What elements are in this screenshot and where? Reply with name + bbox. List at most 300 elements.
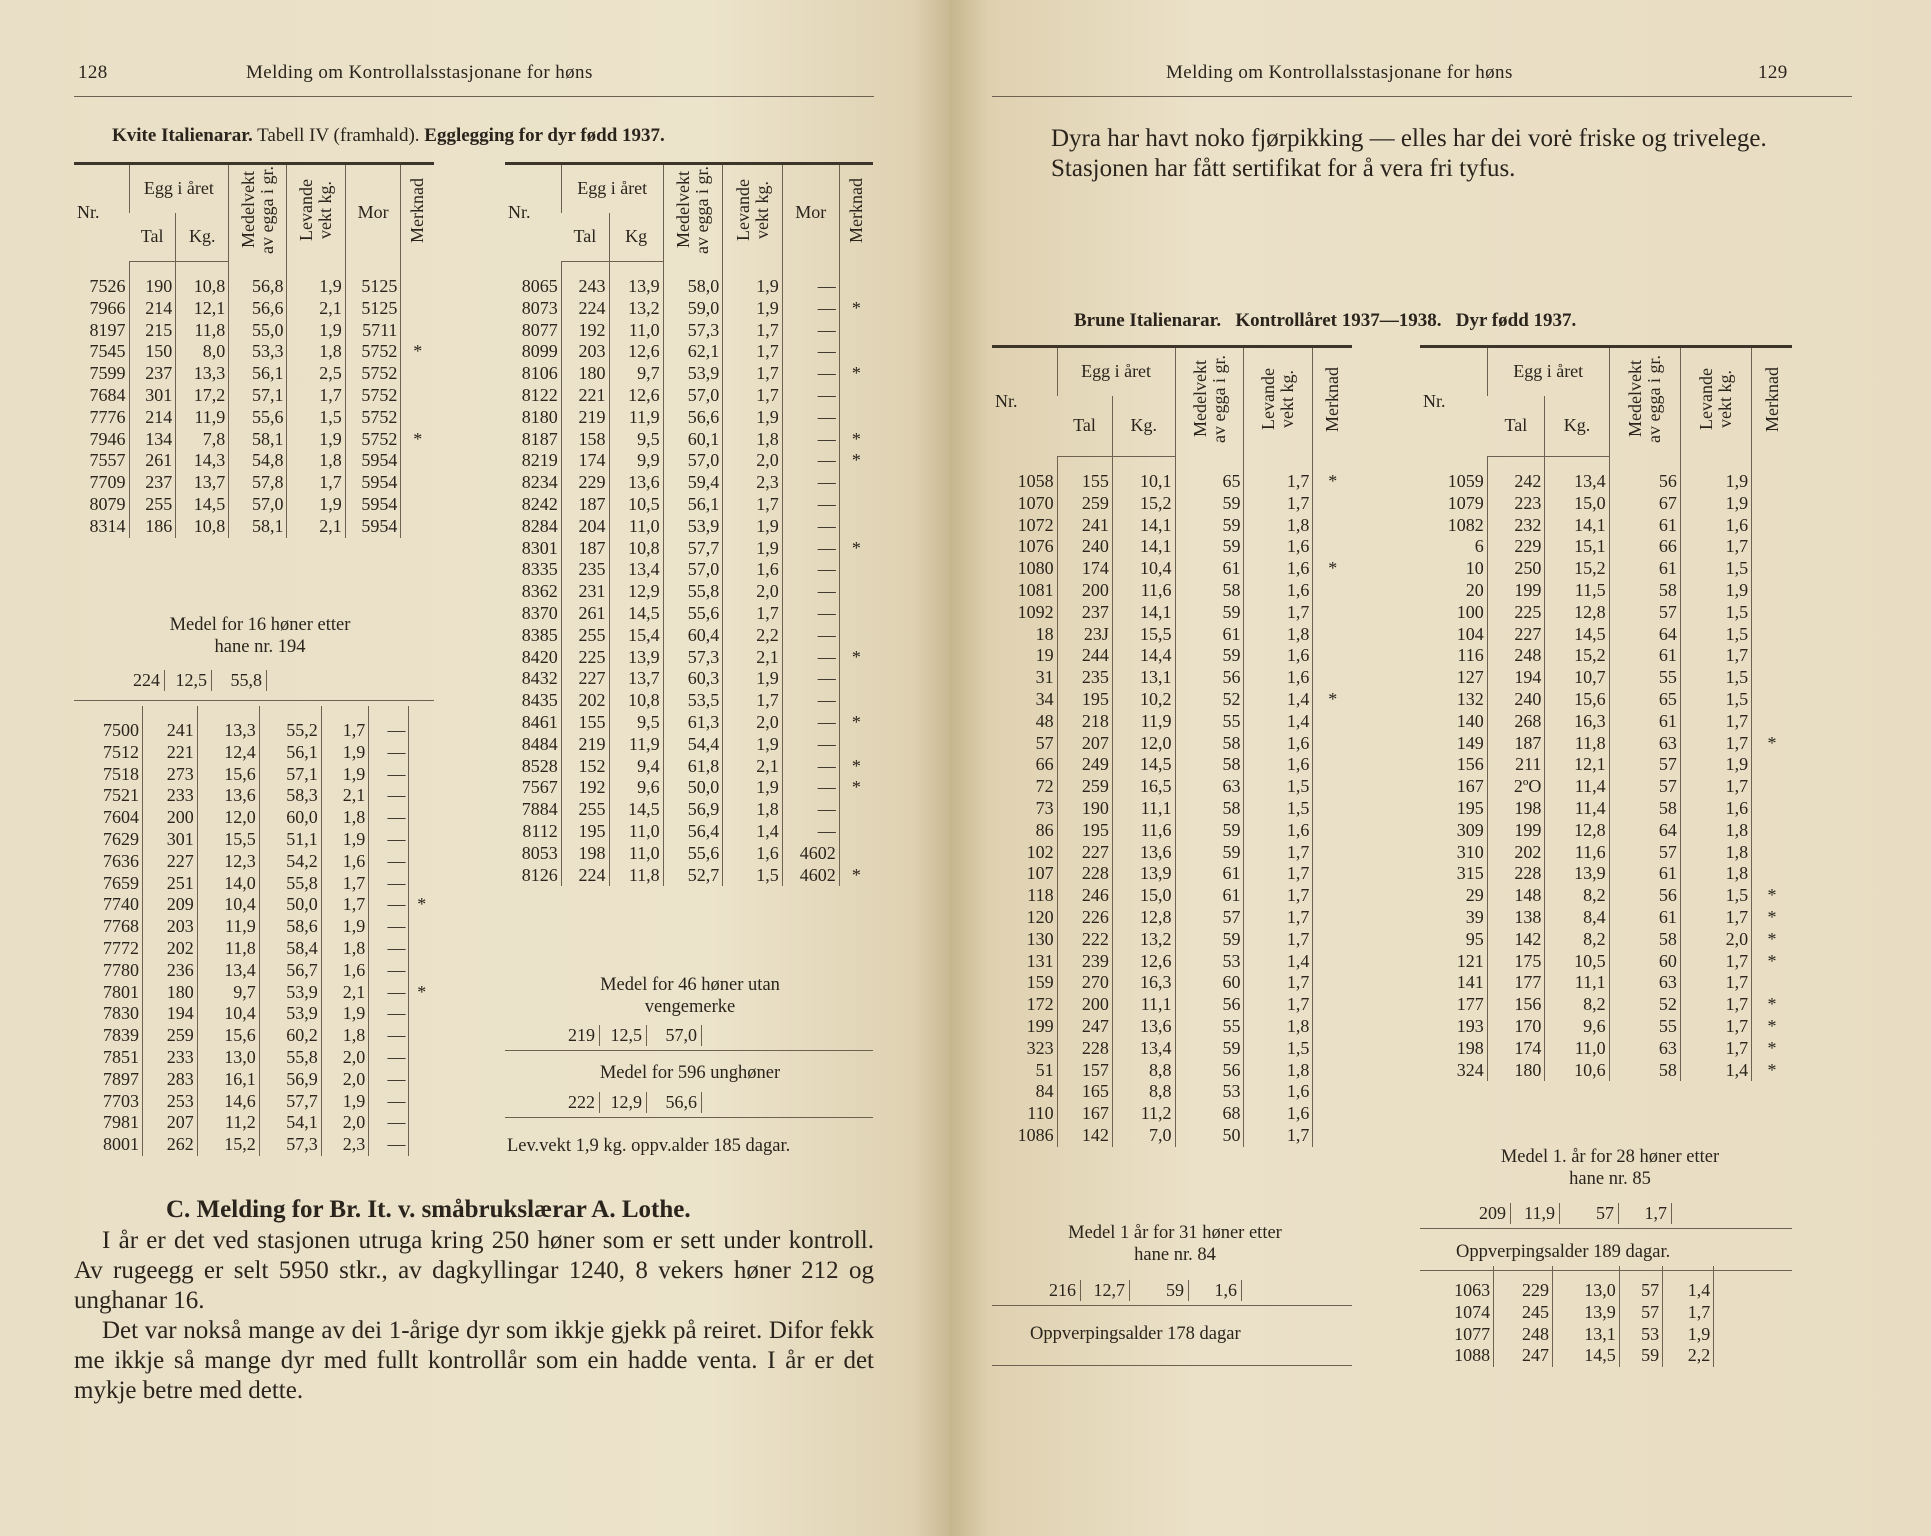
table-cell: 2,3 (723, 472, 783, 494)
table-cell: 1,7 (287, 385, 345, 407)
table-cell: 7703 (102, 1090, 139, 1111)
table-cell: — (369, 982, 409, 1004)
table-row (992, 667, 1352, 689)
table-cell: 1,6 (1244, 580, 1313, 602)
table-cell: 1082 (1447, 514, 1484, 535)
table-cell: 228 (1057, 863, 1112, 885)
table-cell: 8197 (89, 319, 126, 340)
table-cell: 110 (1027, 1103, 1054, 1124)
table-cell (1752, 493, 1792, 515)
table-row (505, 559, 873, 581)
table-cell: 55,8 (663, 581, 723, 603)
table-cell: 10,4 (1112, 558, 1175, 580)
table-cell: 29 (1465, 885, 1484, 906)
col-tal: Tal (129, 213, 176, 262)
table-cell (1714, 1266, 1725, 1302)
table-cell: 2,0 (321, 1047, 369, 1069)
table-cell: — (369, 785, 409, 807)
footer-kvite-b: Lev.vekt 1,9 kg. oppv.alder 185 dagar. (507, 1136, 791, 1156)
table-cell: 59 (1175, 645, 1244, 667)
table-cell: 61 (1175, 863, 1244, 885)
table-cell: 1,7 (1680, 907, 1751, 929)
col-nr: Nr. (74, 164, 129, 262)
table-cell: 16,3 (1545, 711, 1609, 733)
table-cell: 57,3 (663, 320, 723, 342)
table-cell: 218 (1057, 711, 1112, 733)
table-cell: 127 (1456, 667, 1484, 688)
table-cell: 1,7 (1244, 907, 1313, 929)
table-cell: 1,7 (723, 690, 783, 712)
table-cell: 15,2 (197, 1134, 259, 1156)
table-cell: 13,9 (1553, 1302, 1620, 1324)
table-row (992, 842, 1352, 864)
table-cell (409, 873, 434, 895)
table-cell (1752, 689, 1792, 711)
table-cell: 53,9 (259, 982, 321, 1004)
table-cell: 1,8 (1244, 1060, 1313, 1082)
table-cell: 1,7 (723, 363, 783, 385)
table-cell: 1077 (1454, 1323, 1491, 1344)
table-cell (409, 1091, 434, 1113)
table-cell: 221 (142, 742, 197, 764)
table-cell: — (782, 690, 839, 712)
table-cell: 1,7 (1244, 929, 1313, 951)
table-cell: 10,8 (176, 262, 229, 298)
col-lev: Levande vekt kg. (1244, 347, 1313, 457)
col-medel: Medelvekt av egga i gr. (229, 164, 287, 262)
table-cell: 57,7 (259, 1091, 321, 1113)
table-cell: 8,0 (176, 341, 229, 363)
table-cell: 240 (1487, 689, 1545, 711)
table-cell: 1,9 (723, 734, 783, 756)
table-cell: 225 (561, 647, 609, 669)
table-cell: 7,0 (1112, 1125, 1175, 1147)
table-cell: — (369, 960, 409, 982)
table-row (74, 742, 434, 764)
table-cell: 13,4 (197, 960, 259, 982)
left-page (0, 0, 950, 1536)
table-cell: 214 (129, 407, 176, 429)
table-row (505, 581, 873, 603)
table-cell: 7709 (89, 472, 126, 493)
table-cell: 16,3 (1112, 972, 1175, 994)
table-cell: 1080 (1017, 558, 1054, 579)
table-cell: 225 (1487, 602, 1545, 624)
table-row (74, 764, 434, 786)
table-cell: 7557 (89, 450, 126, 471)
table-cell (1313, 667, 1352, 689)
table-cell: 51 (1035, 1059, 1054, 1080)
table-row (74, 516, 434, 538)
table-row (505, 538, 873, 560)
table-cell: 1,7 (1244, 842, 1313, 864)
table-cell: 248 (1494, 1324, 1553, 1346)
table-cell: 11,1 (1112, 798, 1175, 820)
table-cell: 12,0 (1112, 733, 1175, 755)
table-row (74, 407, 434, 429)
mean-values-a1: 224 12,5 55,8 (120, 670, 367, 691)
table-cell: 8385 (521, 624, 558, 645)
table-cell: 1,9 (723, 538, 783, 560)
table-cell: 1,7 (1244, 493, 1313, 515)
table-cell: 15,5 (197, 829, 259, 851)
col-mor: Mor (345, 164, 401, 262)
table-cell: 2,5 (287, 363, 345, 385)
table-cell: 57 (1609, 776, 1680, 798)
table-row (74, 785, 434, 807)
table-cell: * (839, 777, 873, 799)
table-cell: 8370 (521, 602, 558, 623)
table-cell: * (839, 363, 873, 385)
table-cell: 11,0 (609, 821, 663, 843)
table-cell: 203 (142, 916, 197, 938)
table-cell: 7981 (102, 1112, 139, 1133)
table-cell: 58,6 (259, 916, 321, 938)
table-cell: 52 (1175, 689, 1244, 711)
table-cell: — (782, 647, 839, 669)
table-cell: 199 (1487, 580, 1545, 602)
table-cell: 1,6 (1244, 536, 1313, 558)
table-cell: 131 (1026, 950, 1054, 971)
table-row (1420, 1302, 1725, 1324)
mean-kvite-a1: Medel for 16 høner etter hane nr. 194 (169, 615, 351, 657)
table-cell: — (782, 777, 839, 799)
table-cell: 59 (1175, 842, 1244, 864)
table-cell: 1,7 (1680, 972, 1751, 994)
table-cell: 14,4 (1112, 645, 1175, 667)
table-cell: 8,2 (1545, 885, 1609, 907)
table-cell: 1,6 (1680, 515, 1751, 537)
mean-values-c: 216 12,7 59 1,6 (1038, 1280, 1242, 1301)
table-cell: 62,1 (663, 341, 723, 363)
table-cell: 55,0 (229, 320, 287, 342)
table-cell (409, 764, 434, 786)
table-row (992, 1038, 1352, 1060)
table-cell: 1,7 (1680, 951, 1751, 973)
table-cell: 13,6 (1112, 842, 1175, 864)
table-cell: 1,8 (723, 799, 783, 821)
col-medel: Medelvekt av egga i gr. (1609, 347, 1680, 457)
table-row (1420, 1060, 1792, 1082)
table-cell: 8461 (521, 711, 558, 732)
table-cell: 14,0 (197, 873, 259, 895)
table-cell: 6 (1474, 536, 1484, 557)
table-row (505, 262, 873, 298)
table-cell: 1,9 (723, 407, 783, 429)
table-row (1420, 689, 1792, 711)
table-cell: 58 (1175, 798, 1244, 820)
table-cell: 7851 (102, 1046, 139, 1067)
table-cell: * (1752, 1038, 1792, 1060)
running-head-right: Melding om Kontrollalsstasjonane for høns (1166, 62, 1513, 83)
table-cell: 59,0 (663, 298, 723, 320)
table-row (992, 972, 1352, 994)
table-row (505, 756, 873, 778)
table-cell: 2,1 (723, 647, 783, 669)
table-cell: 10,7 (1545, 667, 1609, 689)
col-lev: Levande vekt kg. (287, 164, 345, 262)
table-cell: — (782, 712, 839, 734)
table-cell: 12,1 (1545, 754, 1609, 776)
table-cell: 209 (142, 894, 197, 916)
table-cell: 56,1 (229, 363, 287, 385)
table-cell: 57 (1619, 1302, 1662, 1324)
table-cell (1313, 624, 1352, 646)
col-medel: Medelvekt av egga i gr. (1175, 347, 1244, 457)
table-cell: * (1752, 1016, 1792, 1038)
table-cell: 1,7 (1244, 457, 1313, 493)
table-cell: 11,4 (1545, 776, 1609, 798)
table-cell: 236 (142, 960, 197, 982)
table-cell: 140 (1456, 710, 1484, 731)
table-cell: 57 (1619, 1266, 1662, 1302)
table-cell: 323 (1026, 1037, 1054, 1058)
table-cell: 16,5 (1112, 776, 1175, 798)
table-cell: 8362 (521, 581, 558, 602)
caption-bold-1: Kvite Italienarar. (112, 125, 253, 146)
table-cell: 7946 (89, 428, 126, 449)
table-cell: * (839, 538, 873, 560)
table-cell: 8099 (521, 341, 558, 362)
table-row (1420, 711, 1792, 733)
table-cell (1313, 1103, 1352, 1125)
table-cell: 13,6 (1112, 1016, 1175, 1038)
table-cell: 53 (1175, 951, 1244, 973)
table-cell: 14,3 (176, 450, 229, 472)
table-cell (401, 262, 434, 298)
table-cell: 11,0 (1545, 1038, 1609, 1060)
table-cell: 58 (1609, 1060, 1680, 1082)
col-nr: Nr. (505, 164, 561, 262)
table-cell: 7839 (102, 1025, 139, 1046)
table-cell: 2,1 (287, 516, 345, 538)
table-row (505, 494, 873, 516)
table-cell: * (1752, 929, 1792, 951)
table-cell: 235 (1057, 667, 1112, 689)
table-cell: — (369, 1091, 409, 1113)
table-cell: * (839, 647, 873, 669)
table-row (74, 894, 434, 916)
table-cell: 61 (1609, 645, 1680, 667)
table-cell: 301 (142, 829, 197, 851)
table-cell: 261 (129, 450, 176, 472)
table-cell: 51,1 (259, 829, 321, 851)
table-row (992, 994, 1352, 1016)
table-row (1420, 820, 1792, 842)
col-lev: Levande vekt kg. (1680, 347, 1751, 457)
table-row (74, 472, 434, 494)
table-cell: 240 (1057, 536, 1112, 558)
table-cell: 1,9 (723, 668, 783, 690)
table-cell: — (369, 829, 409, 851)
table-cell: 1,8 (321, 807, 369, 829)
table-cell: 59 (1175, 536, 1244, 558)
table-cell: 11,8 (1545, 733, 1609, 755)
table-cell: 12,8 (1112, 907, 1175, 929)
table-cell: 15,1 (1545, 536, 1609, 558)
table-cell: 1,6 (723, 843, 783, 865)
table-cell: 130 (1026, 928, 1054, 949)
table-cell (1313, 1125, 1352, 1147)
table-cell: — (782, 298, 839, 320)
table-cell: 7512 (102, 741, 139, 762)
table-row (1420, 457, 1792, 493)
table-cell: — (369, 807, 409, 829)
table-cell: 243 (561, 262, 609, 298)
table-row (1420, 907, 1792, 929)
table-row (1420, 754, 1792, 776)
table-cell: 222 (1057, 929, 1112, 951)
table-cell: 1,8 (1680, 863, 1751, 885)
table-cell: 195 (1456, 797, 1484, 818)
table-cell: 56,6 (229, 298, 287, 320)
table-cell: 224 (561, 865, 609, 887)
table-cell: 13,4 (1112, 1038, 1175, 1060)
table-cell: 148 (1487, 885, 1545, 907)
table-cell (401, 363, 434, 385)
table-cell: 249 (1057, 754, 1112, 776)
table-cell: 1,8 (1680, 842, 1751, 864)
table-row (992, 1060, 1352, 1082)
table-cell (401, 298, 434, 320)
table-cell: 219 (561, 734, 609, 756)
table-cell: 4602 (782, 843, 839, 865)
table-cell: 116 (1457, 645, 1484, 666)
table-cell: — (782, 734, 839, 756)
table-cell: 261 (561, 603, 609, 625)
table-cell: 180 (142, 982, 197, 1004)
table-cell: 157 (1057, 1060, 1112, 1082)
table-cell: 1,5 (1680, 667, 1751, 689)
table-cell: 1,7 (321, 873, 369, 895)
table-row (992, 624, 1352, 646)
table-cell (409, 1112, 434, 1134)
table-cell: 1,7 (1680, 1016, 1751, 1038)
table-cell: 1,7 (1663, 1302, 1714, 1324)
table-cell: 56,1 (259, 742, 321, 764)
table-cell: 134 (129, 429, 176, 451)
table-cell: 23J (1057, 624, 1112, 646)
table-cell: 202 (561, 690, 609, 712)
table-cell: 17,2 (176, 385, 229, 407)
table-cell: 255 (129, 494, 176, 516)
table-row (1420, 558, 1792, 580)
table-cell: — (782, 320, 839, 342)
table-cell: * (1752, 994, 1792, 1016)
table-cell: 8301 (521, 537, 558, 558)
table-row (505, 450, 873, 472)
table-row (1420, 624, 1792, 646)
table-row (74, 320, 434, 342)
table-row (505, 799, 873, 821)
table-row (992, 457, 1352, 493)
table-cell: 7884 (521, 799, 558, 820)
table-cell (839, 734, 873, 756)
table-cell: 207 (1057, 733, 1112, 755)
table-cell: 9,7 (609, 363, 663, 385)
table-cell: 1,9 (321, 1003, 369, 1025)
table-cell: 186 (129, 516, 176, 538)
table-cell: 66 (1035, 754, 1054, 775)
table-cell: 7599 (89, 363, 126, 384)
table-cell: 1070 (1017, 492, 1054, 513)
table-cell (1313, 711, 1352, 733)
table-row (1420, 776, 1792, 798)
table-row (992, 820, 1352, 842)
table-row (1420, 863, 1792, 885)
table-cell (409, 785, 434, 807)
table-cell: — (782, 559, 839, 581)
footer-brune-c: Oppverpingsalder 178 dagar (1030, 1324, 1241, 1344)
table-row (1420, 493, 1792, 515)
table-cell (1752, 842, 1792, 864)
table-kvite-a (74, 162, 434, 538)
table-cell: 1,6 (1244, 1103, 1313, 1125)
table-brune-d (1420, 345, 1792, 1081)
table-brune-c (992, 345, 1352, 1147)
table-cell: 19 (1035, 645, 1054, 666)
table-cell: 200 (1057, 580, 1112, 602)
table-cell: 56,9 (259, 1069, 321, 1091)
table-cell (1752, 602, 1792, 624)
table-row (74, 363, 434, 385)
table-cell: 14,5 (609, 799, 663, 821)
table-cell (1752, 863, 1792, 885)
table-cell: 5752 (345, 385, 401, 407)
table-row (992, 689, 1352, 711)
table-cell: 245 (1494, 1302, 1553, 1324)
table-cell: 13,4 (1545, 457, 1609, 493)
table-cell (1313, 863, 1352, 885)
table-cell: 61 (1609, 711, 1680, 733)
table-cell (409, 1003, 434, 1025)
table-cell: — (782, 407, 839, 429)
table-row (1420, 536, 1792, 558)
table-cell: 58 (1609, 798, 1680, 820)
table-cell (839, 494, 873, 516)
table-cell: — (369, 1134, 409, 1156)
table-cell: 12,4 (197, 742, 259, 764)
table-cell: 12,6 (609, 341, 663, 363)
table-cell: 15,0 (1545, 493, 1609, 515)
table-cell: 1074 (1454, 1301, 1491, 1322)
table-row (1420, 885, 1792, 907)
table-cell: — (369, 706, 409, 742)
table-row (1420, 972, 1792, 994)
table-cell: 9,5 (609, 712, 663, 734)
table-cell: 155 (1057, 457, 1112, 493)
table-cell: 11,0 (609, 320, 663, 342)
table-cell: 180 (1487, 1060, 1545, 1082)
table-row (505, 516, 873, 538)
table-cell: — (782, 668, 839, 690)
table-cell: 5711 (345, 320, 401, 342)
table-cell: 1,9 (723, 262, 783, 298)
table-cell: — (369, 742, 409, 764)
table-cell: 58 (1609, 929, 1680, 951)
table-cell: 8284 (521, 515, 558, 536)
table-row (74, 706, 434, 742)
table-cell: 11,9 (609, 734, 663, 756)
table-cell (409, 807, 434, 829)
table-cell: 59,4 (663, 472, 723, 494)
table-cell: 57 (1035, 732, 1054, 753)
table-cell: 1,9 (287, 494, 345, 516)
table-row (992, 711, 1352, 733)
table-cell: 57,3 (663, 647, 723, 669)
table-cell (839, 625, 873, 647)
table-row (505, 647, 873, 669)
